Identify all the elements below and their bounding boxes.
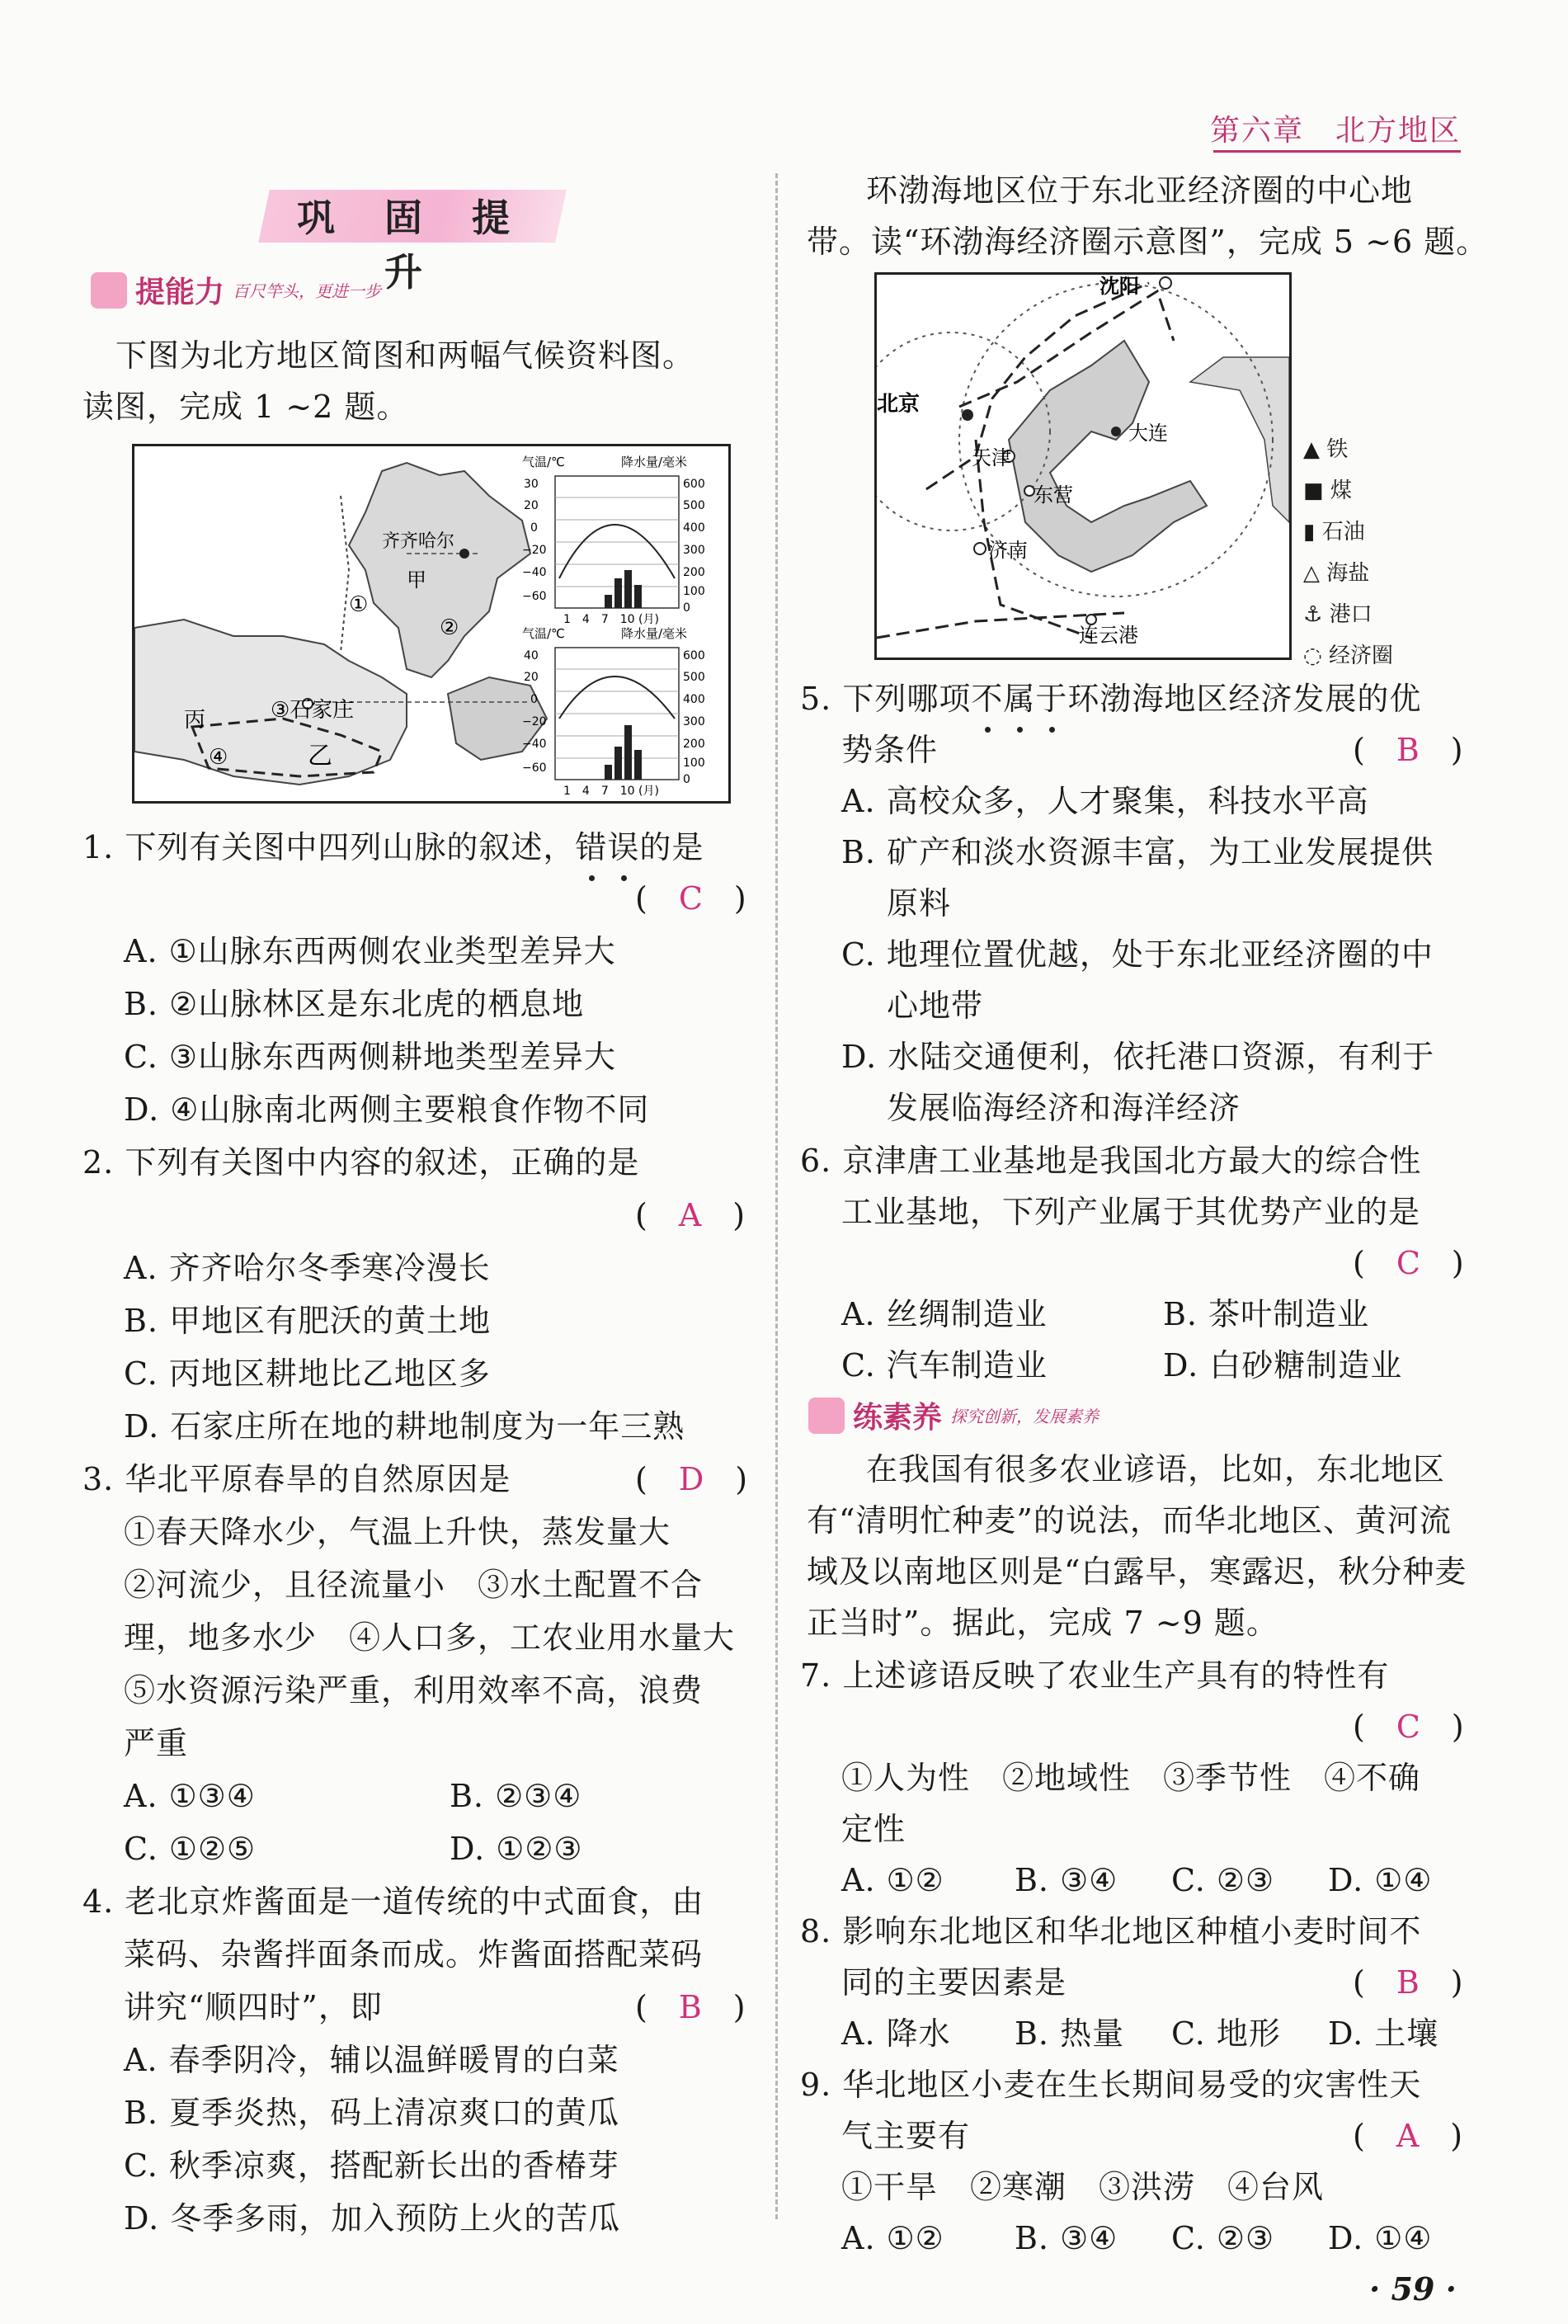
label-bing: 丙 xyxy=(184,708,206,733)
svg-text:0: 0 xyxy=(683,773,690,786)
label-mountain-1: ① xyxy=(349,592,369,617)
svg-text:0: 0 xyxy=(683,601,690,615)
answer-5: B xyxy=(1396,732,1420,768)
question-3-stem: 3. 华北平原春旱的自然原因是 xyxy=(82,1461,511,1497)
intro-line: 下图为北方地区简图和两幅气候资料图。 xyxy=(115,337,695,374)
legend-coal: ■ 煤 xyxy=(1303,478,1352,503)
label-dongying: 东营 xyxy=(1034,483,1073,507)
q7-option-b: B. ③④ xyxy=(1015,1862,1118,1898)
precip-axis-label: 降水量/毫米 xyxy=(621,455,688,469)
q7-option-c: C. ②③ xyxy=(1171,1862,1275,1898)
answer-6: C xyxy=(1396,1245,1420,1281)
q6-option-a: A. 丝绸制造业 xyxy=(841,1296,1048,1332)
map2-svg xyxy=(877,275,1289,658)
label-yi: 乙 xyxy=(308,742,332,771)
label-jinan: 济南 xyxy=(988,539,1028,562)
column-divider xyxy=(775,173,778,2219)
svg-text:30: 30 xyxy=(524,478,539,491)
svg-text:40: 40 xyxy=(524,649,539,662)
svg-text:300: 300 xyxy=(683,544,705,557)
svg-text:−40: −40 xyxy=(522,566,547,579)
q9-option-c: C. ②③ xyxy=(1171,2220,1275,2256)
question-2-stem: 2. 下列有关图中内容的叙述，正确的是 xyxy=(82,1144,640,1181)
question-5-stem: 5. 下列哪项不属于环渤海地区经济发展的优 xyxy=(800,673,1421,724)
svg-text:100: 100 xyxy=(683,757,705,770)
intro3-line: 域及以南地区则是“白露早，寒露迟，秋分种麦 xyxy=(807,1553,1467,1590)
q9-option-d: D. ①④ xyxy=(1328,2220,1433,2256)
q1-option-c: C. ③山脉东西两侧耕地类型差异大 xyxy=(124,1039,616,1075)
q5-option-a: A. 高校众多，人才聚集，科技水平高 xyxy=(841,783,1369,819)
q3-line: ⑤水资源污染严重，利用效率不高，浪费 xyxy=(124,1672,704,1709)
answer-slot-2: ( A ) xyxy=(635,1197,746,1233)
legend-economic-circle: ◌ 经济圈 xyxy=(1303,643,1393,668)
question-4-line: 4. 老北京炸酱面是一道传统的中式面食，由 xyxy=(82,1883,704,1920)
section-subtitle: 百尺竿头，更进一步 xyxy=(233,281,382,301)
q7-option-a: A. ①② xyxy=(841,1862,944,1898)
q8-option-b: B. 热量 xyxy=(1015,2015,1125,2052)
triangle-filled-icon: ▲ xyxy=(1303,437,1320,462)
answer-slot-4: ( B ) xyxy=(635,1989,746,2025)
answer-2: A xyxy=(678,1197,702,1233)
question-9-line: 气主要有 xyxy=(841,2118,971,2154)
svg-text:−20: −20 xyxy=(522,544,547,557)
q2-option-d: D. 石家庄所在地的耕地制度为一年三熟 xyxy=(124,1408,685,1445)
q8-option-d: D. 土壤 xyxy=(1328,2015,1439,2052)
answer-4: B xyxy=(678,1989,702,2025)
question-4-line: 菜码、杂酱拌面条而成。炸酱面搭配菜码 xyxy=(124,1936,704,1973)
anchor-icon: ⚓ xyxy=(1303,602,1323,627)
answer-slot-8: ( B ) xyxy=(1353,1964,1463,2001)
q1-option-d: D. ④山脉南北两侧主要粮食作物不同 xyxy=(124,1091,650,1128)
svg-text:300: 300 xyxy=(683,715,705,728)
q1-option-a: A. ①山脉东西两侧农业类型差异大 xyxy=(124,933,616,969)
label-qiqihar: 齐齐哈尔 xyxy=(382,531,455,552)
answer-1: C xyxy=(678,880,703,917)
q1-option-b: B. ②山脉林区是东北虎的栖息地 xyxy=(124,986,585,1022)
q7-option-d: D. ①④ xyxy=(1328,1862,1433,1898)
legend-oil: ▮ 石油 xyxy=(1303,520,1365,544)
svg-text:600: 600 xyxy=(683,478,705,491)
chapter-header: 第六章 北方地区 xyxy=(1209,114,1461,148)
label-jia: 甲 xyxy=(407,568,426,592)
q8-option-c: C. 地形 xyxy=(1171,2015,1281,2052)
answer-slot-3: ( D ) xyxy=(635,1461,748,1497)
question-4-line: 讲究“顺四时”，即 xyxy=(124,1989,383,2025)
section-header-ability xyxy=(91,269,381,311)
page-title: 巩 固 提 升 xyxy=(296,196,529,295)
label-lianyungang: 连云港 xyxy=(1079,624,1138,647)
intro3-line: 正当时”。据此，完成 7 ~9 题。 xyxy=(807,1605,1278,1641)
svg-text:400: 400 xyxy=(683,521,705,535)
q7-line: 定性 xyxy=(841,1811,906,1847)
q9-option-b: B. ③④ xyxy=(1015,2220,1118,2256)
svg-text:−20: −20 xyxy=(522,715,547,728)
q2-option-a: A. 齐齐哈尔冬季寒冷漫长 xyxy=(124,1250,491,1286)
question-1-stem: 1. 下列有关图中四列山脉的叙述，错误的是 xyxy=(82,822,704,873)
q6-option-c: C. 汽车制造业 xyxy=(841,1347,1048,1384)
q3-line: 严重 xyxy=(124,1725,189,1761)
temp-axis-label: 气温/℃ xyxy=(522,455,565,469)
answer-slot-9: ( A ) xyxy=(1353,2118,1463,2154)
q4-option-a: A. 春季阴冷，辅以温鲜暖胃的白菜 xyxy=(124,2042,619,2078)
label-tianjin: 天津 xyxy=(972,446,1011,469)
q3-line: ②河流少，且径流量小 ③水土配置不合 xyxy=(124,1567,704,1603)
q3-option-a: A. ①③④ xyxy=(124,1778,256,1814)
svg-text:200: 200 xyxy=(683,566,705,579)
intro3-line: 在我国有很多农业谚语，比如，东北地区 xyxy=(866,1451,1446,1487)
label-dalian: 大连 xyxy=(1128,422,1168,445)
q8-option-a: A. 降水 xyxy=(841,2015,951,2052)
svg-text:20: 20 xyxy=(524,671,539,684)
legend-port: ⚓ 港口 xyxy=(1303,602,1373,627)
q4-option-b: B. 夏季炎热，码上清凉爽口的黄瓜 xyxy=(124,2095,620,2131)
map-frame xyxy=(874,272,1292,660)
q6-option-b: B. 茶叶制造业 xyxy=(1163,1296,1370,1332)
section-header-literacy xyxy=(808,1394,1099,1436)
label-shenyang: 沈阳 xyxy=(1099,275,1139,298)
q5-option-c: C. 地理位置优越，处于东北亚经济圈的中 xyxy=(841,936,1434,973)
legend-salt: △ 海盐 xyxy=(1303,561,1370,586)
q7-line: ①人为性 ②地域性 ③季节性 ④不确 xyxy=(841,1760,1421,1796)
q3-line: ①春天降水少，气温上升快，蒸发量大 xyxy=(124,1514,671,1550)
precip-axis-label: 降水量/毫米 xyxy=(621,626,688,641)
question-8-line: 8. 影响东北地区和华北地区种植小麦时间不 xyxy=(800,1913,1422,1949)
svg-text:100: 100 xyxy=(683,585,705,598)
answer-9: A xyxy=(1396,2118,1420,2154)
question-6-line: 工业基地，下列产业属于其优势产业的是 xyxy=(841,1194,1421,1230)
intro3-line: 有“清明忙种麦”的说法，而华北地区、黄河流 xyxy=(807,1502,1452,1539)
section-title: 练素养 xyxy=(853,1401,943,1435)
svg-text:500: 500 xyxy=(683,671,705,684)
q5-option-b: B. 矿产和淡水资源丰富，为工业发展提供 xyxy=(841,834,1434,870)
oil-derrick-icon: ▮ xyxy=(1303,520,1316,544)
answer-slot-5: ( B ) xyxy=(1353,732,1463,768)
answer-7: C xyxy=(1396,1709,1420,1745)
intro2-line: 环渤海地区位于东北亚经济圈的中心地 xyxy=(866,172,1414,209)
svg-text:−40: −40 xyxy=(522,738,547,751)
svg-text:1 4 7 10 (月): 1 4 7 10 (月) xyxy=(563,785,659,798)
q3-option-d: D. ①②③ xyxy=(450,1831,583,1867)
q3-line: 理，地多水少 ④人口多，工农业用水量大 xyxy=(124,1619,736,1656)
question-8-line: 同的主要因素是 xyxy=(841,1964,1067,2001)
svg-text:0: 0 xyxy=(530,693,538,706)
question-5-stem-2: 势条件 xyxy=(841,732,939,768)
q9-option-a: A. ①② xyxy=(841,2220,944,2256)
q5-option-b-cont: 原料 xyxy=(887,885,952,922)
map2-legend xyxy=(1303,429,1393,676)
q4-option-d: D. 冬季多雨，加入预防上火的苦瓜 xyxy=(124,2200,621,2237)
temp-axis-label: 气温/℃ xyxy=(522,626,565,641)
question-7-stem: 7. 上述谚语反映了农业生产具有的特性有 xyxy=(800,1657,1390,1694)
svg-text:−60: −60 xyxy=(522,590,547,603)
q2-option-c: C. 丙地区耕地比乙地区多 xyxy=(124,1355,491,1392)
answer-slot-6: ( C ) xyxy=(1353,1245,1464,1281)
answer-3: D xyxy=(678,1461,704,1497)
flag-icon xyxy=(808,1398,845,1434)
svg-text:1 4 7 10 (月): 1 4 7 10 (月) xyxy=(563,613,659,626)
square-filled-icon: ■ xyxy=(1303,478,1324,503)
map-svg xyxy=(134,446,728,801)
label-beijing: 北京 xyxy=(877,392,921,417)
climate-chart-qiqihar xyxy=(522,455,705,626)
svg-text:600: 600 xyxy=(683,649,705,662)
legend-iron: ▲ 铁 xyxy=(1303,437,1349,462)
q6-option-d: D. 白砂糖制造业 xyxy=(1163,1347,1403,1384)
intro-line: 读图，完成 1 ~2 题。 xyxy=(82,389,409,425)
section-icon xyxy=(91,272,127,309)
header-rule xyxy=(1213,150,1461,153)
section-title: 提能力 xyxy=(135,276,225,309)
label-mountain-2: ② xyxy=(440,615,459,640)
svg-text:20: 20 xyxy=(524,499,539,512)
answer-slot-7: ( C ) xyxy=(1353,1709,1464,1745)
svg-text:0: 0 xyxy=(530,521,538,535)
q5-option-c-cont: 心地带 xyxy=(887,988,984,1024)
q3-option-b: B. ②③④ xyxy=(450,1778,582,1814)
q3-option-c: C. ①②⑤ xyxy=(124,1831,257,1867)
q2-option-b: B. 甲地区有肥沃的黄土地 xyxy=(124,1303,492,1339)
bohai-economic-map xyxy=(874,272,1468,668)
dashed-circle-icon: ◌ xyxy=(1303,643,1322,668)
climate-chart-shijiazhuang xyxy=(522,626,705,798)
q5-option-d: D. 水陆交通便利，依托港口资源，有利于 xyxy=(841,1039,1435,1075)
page-number: · 59 · xyxy=(1369,2270,1457,2308)
answer-slot-1: ( C ) xyxy=(635,880,746,917)
triangle-hatched-icon: △ xyxy=(1303,561,1320,586)
north-china-map xyxy=(132,444,731,804)
intro2-line: 带。读“环渤海经济圈示意图”，完成 5 ~6 题。 xyxy=(807,224,1489,260)
q9-items: ①干旱 ②寒潮 ③洪涝 ④台风 xyxy=(841,2169,1325,2205)
q5-option-d-cont: 发展临海经济和海洋经济 xyxy=(887,1090,1241,1126)
question-9-line: 9. 华北地区小麦在生长期间易受的灾害性天 xyxy=(800,2067,1422,2103)
svg-text:400: 400 xyxy=(683,693,705,706)
label-sjz: ③石家庄 xyxy=(271,698,355,723)
svg-text:500: 500 xyxy=(683,499,705,512)
svg-text:−60: −60 xyxy=(522,761,547,775)
svg-text:200: 200 xyxy=(683,738,705,751)
section-subtitle: 探究创新，发展素养 xyxy=(950,1407,1099,1426)
question-6-line: 6. 京津唐工业基地是我国北方最大的综合性 xyxy=(800,1143,1422,1179)
q4-option-c: C. 秋季凉爽，搭配新长出的香椿芽 xyxy=(124,2147,619,2184)
answer-8: B xyxy=(1396,1964,1420,2001)
label-mountain-4: ④ xyxy=(209,745,228,770)
